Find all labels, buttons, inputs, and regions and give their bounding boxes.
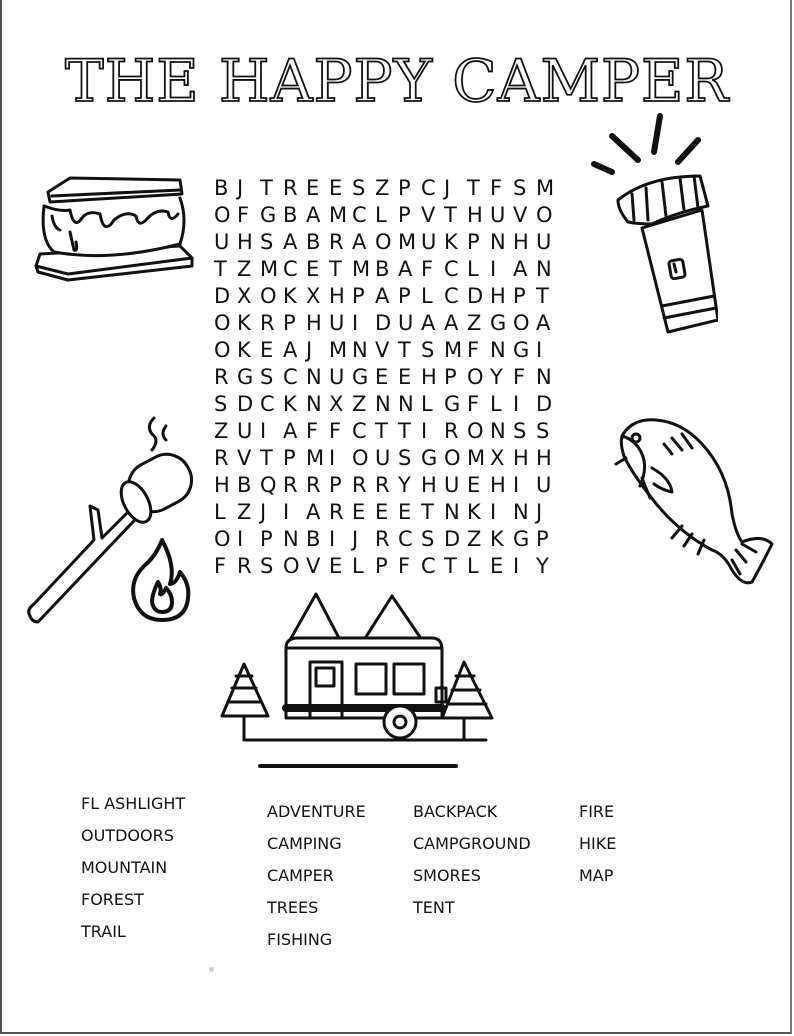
- grid-letter: L: [467, 554, 479, 578]
- grid-letter: T: [467, 176, 480, 200]
- grid-letter: F: [467, 338, 480, 362]
- grid-letter: P: [283, 311, 296, 335]
- grid-letter: C: [398, 527, 413, 551]
- grid-letter: D: [214, 284, 231, 308]
- grid-letter: U: [375, 446, 391, 470]
- grid-letter: F: [513, 365, 526, 389]
- grid-letter: O: [375, 230, 392, 254]
- grid-letter: S: [352, 176, 366, 200]
- word-list-item: MAP: [579, 866, 614, 885]
- grid-letter: N: [375, 392, 391, 416]
- grid-letter: S: [260, 554, 274, 578]
- grid-letter: H: [467, 203, 483, 227]
- grid-letter: E: [352, 500, 366, 524]
- grid-letter: D: [467, 284, 484, 308]
- grid-letter: P: [398, 203, 411, 227]
- grid-letter: N: [513, 500, 529, 524]
- grid-letter: I: [490, 500, 497, 524]
- grid-letter: R: [375, 527, 390, 551]
- grid-letter: E: [490, 554, 504, 578]
- grid-letter: E: [260, 338, 274, 362]
- grid-letter: A: [444, 311, 459, 335]
- grid-letter: K: [444, 230, 458, 254]
- grid-letter: E: [306, 257, 320, 281]
- grid-letter: H: [237, 230, 253, 254]
- grid-letter: V: [306, 554, 321, 578]
- grid-letter: N: [306, 392, 322, 416]
- grid-letter: S: [260, 365, 274, 389]
- grid-letter: A: [306, 203, 321, 227]
- grid-letter: T: [398, 419, 411, 443]
- grid-letter: Z: [237, 257, 252, 281]
- grid-letter: A: [513, 257, 528, 281]
- grid-letter: T: [260, 176, 273, 200]
- grid-letter: R: [214, 365, 229, 389]
- grid-letter: A: [536, 311, 551, 335]
- grid-letter: B: [214, 176, 229, 200]
- grid-letter: C: [444, 284, 459, 308]
- grid-letter: X: [237, 284, 252, 308]
- grid-letter: C: [421, 554, 436, 578]
- grid-letter: Z: [375, 176, 390, 200]
- grid-letter: P: [513, 284, 526, 308]
- grid-letter: U: [237, 419, 253, 443]
- grid-letter: I: [513, 554, 520, 578]
- grid-letter: I: [329, 446, 336, 470]
- grid-letter: H: [329, 284, 345, 308]
- grid-letter: X: [329, 392, 344, 416]
- grid-letter: O: [214, 203, 231, 227]
- grid-row: [214, 554, 559, 581]
- word-list-item: TENT: [413, 898, 455, 917]
- word-list-item: TREES: [267, 898, 319, 917]
- grid-letter: A: [375, 284, 390, 308]
- grid-letter: C: [352, 203, 367, 227]
- grid-letter: U: [329, 365, 345, 389]
- grid-letter: T: [421, 500, 434, 524]
- grid-letter: Y: [490, 365, 503, 389]
- word-list-item: MOUNTAIN: [81, 858, 168, 877]
- grid-letter: L: [421, 392, 433, 416]
- grid-letter: N: [490, 338, 506, 362]
- grid-letter: H: [306, 311, 322, 335]
- grid-letter: M: [467, 446, 486, 470]
- grid-letter: L: [375, 203, 387, 227]
- grid-letter: A: [283, 230, 298, 254]
- word-list-item: TRAIL: [81, 922, 126, 941]
- grid-letter: R: [306, 473, 321, 497]
- campfire-icon: [126, 536, 196, 626]
- word-list-item: FISHING: [267, 930, 333, 949]
- grid-row: [214, 392, 559, 419]
- grid-letter: U: [536, 473, 552, 497]
- grid-letter: H: [421, 473, 437, 497]
- grid-letter: O: [467, 365, 484, 389]
- grid-letter: J: [536, 500, 543, 524]
- grid-letter: M: [444, 338, 463, 362]
- grid-letter: K: [237, 338, 251, 362]
- grid-letter: S: [513, 176, 527, 200]
- smores-icon: [30, 170, 200, 295]
- grid-letter: S: [513, 419, 527, 443]
- grid-letter: M: [352, 257, 371, 281]
- grid-letter: J: [260, 500, 267, 524]
- grid-letter: R: [260, 311, 275, 335]
- grid-letter: A: [306, 500, 321, 524]
- grid-letter: E: [329, 176, 343, 200]
- word-list-item: HIKE: [579, 834, 617, 853]
- grid-letter: I: [421, 419, 428, 443]
- grid-row: [214, 365, 559, 392]
- grid-letter: Z: [467, 527, 482, 551]
- grid-letter: N: [444, 500, 460, 524]
- grid-letter: I: [237, 527, 244, 551]
- grid-row: [214, 311, 559, 338]
- word-list-item: CAMPING: [267, 834, 342, 853]
- grid-row: [214, 338, 559, 365]
- grid-letter: N: [352, 338, 368, 362]
- grid-row: [214, 527, 559, 554]
- grid-letter: N: [536, 365, 552, 389]
- grid-letter: A: [283, 419, 298, 443]
- flashlight-icon: [588, 110, 718, 345]
- grid-letter: B: [375, 257, 390, 281]
- grid-letter: I: [513, 473, 520, 497]
- grid-letter: H: [513, 230, 529, 254]
- word-search-grid: [214, 176, 559, 581]
- grid-letter: U: [490, 203, 506, 227]
- grid-letter: T: [536, 284, 549, 308]
- grid-letter: R: [352, 473, 367, 497]
- grid-letter: G: [513, 527, 530, 551]
- grid-letter: G: [444, 392, 461, 416]
- grid-row: [214, 500, 559, 527]
- grid-letter: N: [306, 365, 322, 389]
- grid-letter: U: [444, 473, 460, 497]
- grid-letter: F: [329, 419, 342, 443]
- grid-letter: H: [214, 473, 230, 497]
- grid-letter: F: [306, 419, 319, 443]
- grid-letter: G: [513, 338, 530, 362]
- grid-letter: J: [237, 176, 244, 200]
- word-list-column-2: [267, 802, 366, 962]
- decorative-dot: [209, 967, 214, 972]
- grid-letter: L: [352, 554, 364, 578]
- grid-letter: Z: [214, 419, 229, 443]
- grid-letter: O: [467, 419, 484, 443]
- grid-letter: Q: [260, 473, 277, 497]
- grid-letter: O: [260, 284, 277, 308]
- grid-letter: T: [329, 257, 342, 281]
- grid-letter: E: [375, 500, 389, 524]
- grid-letter: J: [444, 176, 451, 200]
- grid-letter: O: [536, 203, 553, 227]
- grid-letter: P: [398, 176, 411, 200]
- grid-letter: P: [398, 284, 411, 308]
- grid-letter: R: [329, 500, 344, 524]
- word-list-column-1: [81, 794, 185, 954]
- grid-letter: S: [421, 527, 435, 551]
- grid-letter: N: [283, 527, 299, 551]
- grid-letter: M: [329, 338, 348, 362]
- word-list-item: ADVENTURE: [267, 802, 366, 821]
- grid-letter: E: [306, 176, 320, 200]
- grid-letter: E: [398, 365, 412, 389]
- grid-letter: Y: [536, 554, 549, 578]
- grid-letter: K: [283, 392, 297, 416]
- grid-letter: U: [214, 230, 230, 254]
- grid-letter: P: [352, 284, 365, 308]
- grid-letter: G: [260, 203, 277, 227]
- grid-letter: E: [467, 473, 481, 497]
- grid-letter: T: [444, 203, 457, 227]
- grid-letter: C: [283, 257, 298, 281]
- grid-letter: B: [283, 203, 298, 227]
- grid-letter: S: [398, 446, 412, 470]
- grid-letter: U: [536, 230, 552, 254]
- grid-letter: E: [329, 554, 343, 578]
- grid-letter: A: [421, 311, 436, 335]
- grid-letter: R: [329, 230, 344, 254]
- word-list-item: SMORES: [413, 866, 481, 885]
- grid-letter: T: [260, 446, 273, 470]
- grid-row: [214, 284, 559, 311]
- grid-letter: R: [283, 473, 298, 497]
- grid-letter: T: [444, 554, 457, 578]
- grid-letter: P: [260, 527, 273, 551]
- grid-letter: I: [352, 311, 359, 335]
- grid-letter: Z: [352, 392, 367, 416]
- grid-letter: J: [306, 338, 313, 362]
- word-list-item: CAMPER: [267, 866, 334, 885]
- word-list-item: FOREST: [81, 890, 144, 909]
- grid-letter: F: [398, 554, 411, 578]
- grid-letter: O: [513, 311, 530, 335]
- grid-letter: S: [536, 419, 550, 443]
- grid-letter: S: [260, 230, 274, 254]
- grid-letter: I: [536, 338, 543, 362]
- grid-letter: F: [237, 203, 250, 227]
- grid-letter: T: [375, 419, 388, 443]
- grid-letter: X: [306, 284, 321, 308]
- grid-row: [214, 176, 559, 203]
- grid-letter: M: [536, 176, 555, 200]
- grid-letter: U: [421, 230, 437, 254]
- grid-letter: O: [283, 554, 300, 578]
- grid-letter: K: [467, 500, 481, 524]
- grid-letter: H: [490, 284, 506, 308]
- grid-letter: C: [421, 176, 436, 200]
- grid-row: [214, 473, 559, 500]
- grid-letter: K: [490, 527, 504, 551]
- grid-letter: B: [306, 527, 321, 551]
- grid-letter: G: [490, 311, 507, 335]
- grid-letter: D: [444, 527, 461, 551]
- word-list-item: FL ASHLIGHT: [81, 794, 186, 813]
- grid-letter: B: [237, 473, 252, 497]
- grid-letter: M: [329, 203, 348, 227]
- grid-letter: A: [283, 338, 298, 362]
- camper-trailer-icon: [216, 588, 500, 774]
- grid-row: [214, 230, 559, 257]
- grid-letter: G: [421, 446, 438, 470]
- grid-letter: H: [536, 446, 552, 470]
- grid-letter: G: [237, 365, 254, 389]
- grid-letter: T: [398, 338, 411, 362]
- grid-letter: N: [490, 230, 506, 254]
- grid-letter: R: [375, 473, 390, 497]
- grid-letter: N: [398, 392, 414, 416]
- grid-letter: F: [214, 554, 227, 578]
- grid-letter: Z: [467, 311, 482, 335]
- grid-letter: I: [329, 527, 336, 551]
- grid-letter: P: [444, 365, 457, 389]
- word-list-item: FIRE: [579, 802, 615, 821]
- grid-row: [214, 419, 559, 446]
- grid-letter: I: [260, 419, 267, 443]
- grid-letter: L: [421, 284, 433, 308]
- grid-letter: P: [375, 554, 388, 578]
- grid-letter: S: [214, 392, 228, 416]
- grid-letter: U: [398, 311, 414, 335]
- grid-letter: S: [421, 338, 435, 362]
- grid-letter: I: [513, 392, 520, 416]
- grid-letter: H: [490, 473, 506, 497]
- grid-letter: C: [352, 419, 367, 443]
- grid-letter: M: [306, 446, 325, 470]
- grid-letter: L: [467, 257, 479, 281]
- grid-letter: V: [513, 203, 528, 227]
- grid-letter: L: [214, 500, 226, 524]
- grid-letter: Y: [398, 473, 411, 497]
- grid-letter: V: [421, 203, 436, 227]
- grid-letter: F: [467, 392, 480, 416]
- grid-letter: N: [490, 419, 506, 443]
- grid-letter: R: [283, 176, 298, 200]
- word-list-column-4: [579, 802, 616, 898]
- grid-letter: D: [237, 392, 254, 416]
- grid-letter: R: [237, 554, 252, 578]
- grid-letter: V: [237, 446, 252, 470]
- grid-letter: I: [490, 257, 497, 281]
- grid-letter: H: [513, 446, 529, 470]
- grid-letter: A: [352, 230, 367, 254]
- grid-letter: H: [421, 365, 437, 389]
- grid-letter: L: [490, 392, 502, 416]
- grid-letter: M: [260, 257, 279, 281]
- grid-letter: E: [398, 500, 412, 524]
- word-list-item: CAMPGROUND: [413, 834, 531, 853]
- fish-icon: [612, 414, 777, 594]
- grid-letter: J: [352, 527, 359, 551]
- grid-row: [214, 446, 559, 473]
- grid-row: [214, 203, 559, 230]
- grid-letter: E: [375, 365, 389, 389]
- grid-letter: C: [444, 257, 459, 281]
- grid-letter: C: [260, 392, 275, 416]
- grid-letter: R: [214, 446, 229, 470]
- grid-letter: A: [398, 257, 413, 281]
- grid-letter: K: [283, 284, 297, 308]
- word-list-column-3: [413, 802, 531, 930]
- grid-letter: N: [536, 257, 552, 281]
- grid-letter: P: [329, 473, 342, 497]
- grid-letter: P: [283, 446, 296, 470]
- grid-letter: V: [375, 338, 390, 362]
- word-list-item: BACKPACK: [413, 802, 498, 821]
- page-title: THE HAPPY CAMPER: [65, 47, 729, 115]
- grid-letter: O: [214, 338, 231, 362]
- grid-letter: O: [214, 311, 231, 335]
- grid-letter: P: [536, 527, 549, 551]
- grid-letter: O: [352, 446, 369, 470]
- grid-letter: D: [536, 392, 553, 416]
- grid-letter: X: [490, 446, 505, 470]
- grid-letter: R: [444, 419, 459, 443]
- grid-letter: O: [214, 527, 231, 551]
- grid-letter: D: [375, 311, 392, 335]
- grid-row: [214, 257, 559, 284]
- grid-letter: F: [490, 176, 503, 200]
- grid-letter: K: [237, 311, 251, 335]
- grid-letter: U: [329, 311, 345, 335]
- grid-letter: G: [352, 365, 369, 389]
- grid-letter: I: [283, 500, 290, 524]
- grid-letter: C: [283, 365, 298, 389]
- grid-letter: B: [306, 230, 321, 254]
- word-list-item: OUTDOORS: [81, 826, 174, 845]
- grid-letter: Z: [237, 500, 252, 524]
- grid-letter: P: [467, 230, 480, 254]
- grid-letter: F: [421, 257, 434, 281]
- grid-letter: M: [398, 230, 417, 254]
- grid-letter: T: [214, 257, 227, 281]
- grid-letter: O: [444, 446, 461, 470]
